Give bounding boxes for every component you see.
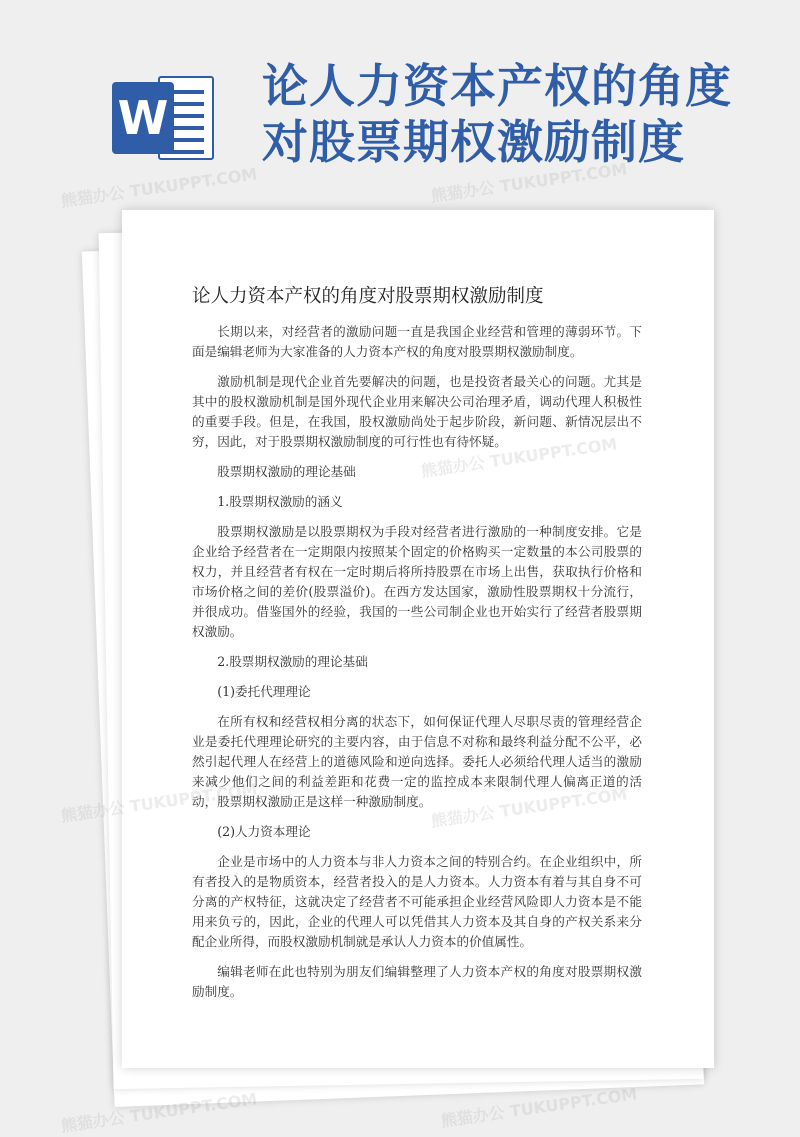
- document-body: [192, 322, 642, 1012]
- watermark: 熊猫办公 TUKUPPT.COM: [439, 1084, 639, 1131]
- word-document-icon: [112, 68, 218, 168]
- paragraph-human-capital: 企业是市场中的人力资本与非人力资本之间的特别合约。在企业组织中，所有者投入的是物质资本，经营者投入的是人力资本。人力资本有着与其自身不可分离的产权特征，这就决定了经营者不可能承担企业经营风险即人力资本是不能用来负亏的，因此，企业的代理人可以凭借其人力资本及其自身的产权关系来分配企业所得，而股权激励机制就是承认人力资本的价值属性。: [192, 854, 642, 949]
- paragraph-definition: 股票期权激励是以股票期权为手段对经营者进行激励的一种制度安排。它是企业给予经营者在一定期限内按照某个固定的价格购买一定数量的本公司股票的权力，并且经营者有权在一定时期后将所持股票在市场上出售，获取执行价格和市场价格之间的差价(股票溢价)。在西方发达国家，激励性股票期权十分流行，并很成功。借鉴国外的经验，我国的一些公司制企业也开始实行了经营者股票期权激励。: [192, 524, 642, 639]
- paragraph-intro: 长期以来，对经营者的激励问题一直是我国企业经营和管理的薄弱环节。下面是编辑老师为大家准备的人力资本产权的角度对股票期权激励制度。: [192, 324, 642, 359]
- subsection-heading-2-2: (2)人力资本理论: [217, 824, 311, 839]
- paragraph-principal-agent: 在所有权和经营权相分离的状态下，如何保证代理人尽职尽责的管理经营企业是委托代理理论研究的主要内容，由于信息不对称和最终利益分配不公平，必然引起代理人在经营上的道德风险和逆向选择。委托人必须给代理人适当的激励来减少他们之间的利益差距和花费一定的监控成本来限制代理人偏离正道的活动，股票期权激励正是这样一种激励制度。: [192, 714, 642, 809]
- document-title: [262, 58, 742, 170]
- subsection-heading-1: 1.股票期权激励的涵义: [217, 494, 343, 509]
- paragraph-closing: 编辑老师在此也特别为朋友们编辑整理了人力资本产权的角度对股票期权激励制度。: [192, 964, 642, 999]
- subsection-heading-2-1: (1)委托代理理论: [217, 684, 311, 699]
- title-line-2: 对股票期权激励制度: [262, 115, 685, 169]
- subsection-heading-2: 2.股票期权激励的理论基础: [217, 654, 368, 669]
- watermark: 熊猫办公 TUKUPPT.COM: [429, 159, 629, 206]
- page-heading: 论人力资本产权的角度对股票期权激励制度: [192, 286, 544, 307]
- watermark: 熊猫办公 TUKUPPT.COM: [59, 164, 259, 211]
- word-badge-letter: W: [112, 82, 174, 154]
- document-page: [122, 210, 714, 1068]
- paragraph-incentive: 激励机制是现代企业首先要解决的问题，也是投资者最关心的问题。尤其是其中的股权激励机制是国外现代企业用来解决公司治理矛盾，调动代理人积极性的重要手段。但是，在我国，股权激励尚处于起步阶段，新问题、新情况层出不穷，因此，对于股票期权激励制度的可行性也有待怀疑。: [192, 374, 642, 449]
- title-line-1: 论人力资本产权的角度: [262, 59, 732, 113]
- watermark: 熊猫办公: [59, 797, 126, 826]
- watermark: 熊猫办公 TUKUPPT.COM: [59, 1089, 259, 1136]
- section-heading-theory: 股票期权激励的理论基础: [217, 464, 356, 479]
